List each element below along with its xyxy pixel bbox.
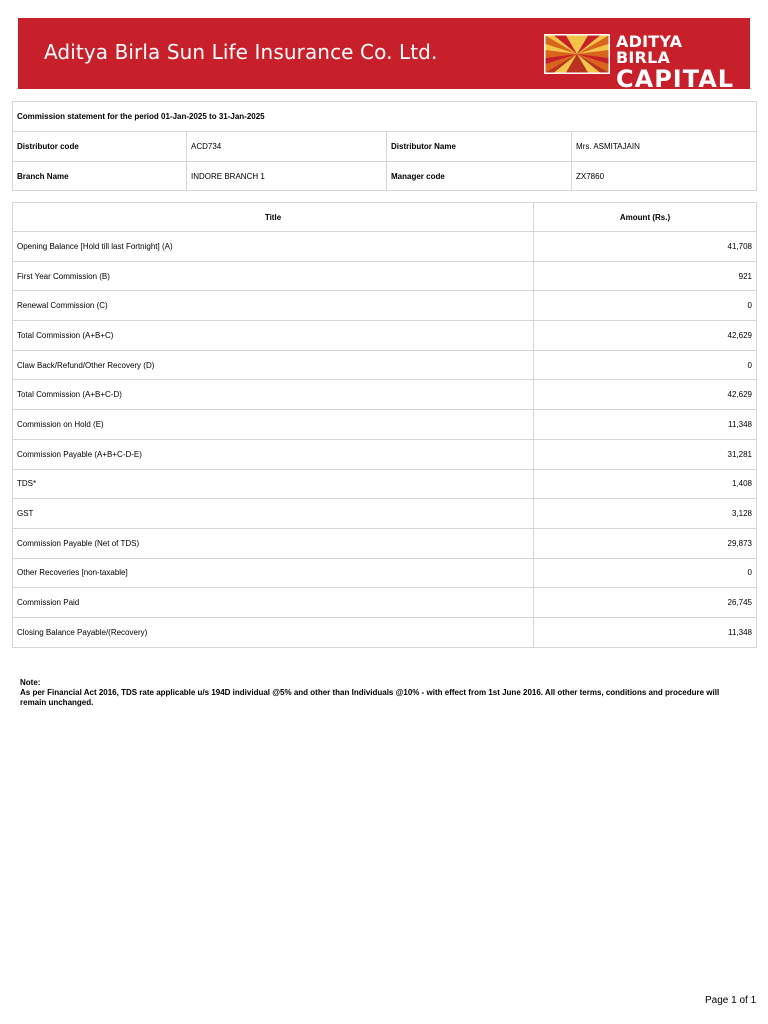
company-title: Aditya Birla Sun Life Insurance Co. Ltd. bbox=[44, 40, 438, 64]
manager-code-value: ZX7860 bbox=[572, 162, 757, 191]
row-amount: 42,629 bbox=[534, 380, 757, 410]
title-column-header: Title bbox=[13, 203, 534, 232]
branch-name-value: INDORE BRANCH 1 bbox=[187, 162, 387, 191]
row-title: TDS* bbox=[13, 469, 534, 499]
logo-line2: CAPITAL bbox=[616, 65, 735, 93]
row-title: First Year Commission (B) bbox=[13, 261, 534, 291]
row-amount: 11,348 bbox=[534, 410, 757, 440]
table-row bbox=[13, 261, 757, 291]
note-text: As per Financial Act 2016, TDS rate applicable u/s 194D individual @5% and other than Individuals @10% - with effect from 1st June 2016. All other terms, conditions and procedure will remain unchanged. bbox=[20, 688, 720, 707]
table-row bbox=[13, 469, 757, 499]
table-row bbox=[13, 588, 757, 618]
row-title: Commission Payable (A+B+C-D-E) bbox=[13, 439, 534, 469]
row-title: Claw Back/Refund/Other Recovery (D) bbox=[13, 350, 534, 380]
distributor-code-label: Distributor code bbox=[13, 132, 187, 162]
row-amount: 921 bbox=[534, 261, 757, 291]
note-heading: Note: bbox=[20, 678, 41, 687]
row-title: Renewal Commission (C) bbox=[13, 291, 534, 321]
note-section bbox=[20, 678, 740, 708]
table-row bbox=[13, 350, 757, 380]
manager-code-label: Manager code bbox=[387, 162, 572, 191]
logo-wordmark bbox=[616, 34, 734, 91]
table-row bbox=[13, 617, 757, 647]
company-logo bbox=[544, 32, 735, 93]
statement-period: Commission statement for the period 01-Jan-2025 to 31-Jan-2025 bbox=[13, 102, 757, 132]
sunburst-logo-icon bbox=[544, 34, 610, 74]
distributor-info-table bbox=[12, 101, 757, 191]
row-title: GST bbox=[13, 499, 534, 529]
distributor-name-value: Mrs. ASMITAJAIN bbox=[572, 132, 757, 162]
period-row bbox=[13, 102, 757, 132]
row-amount: 0 bbox=[534, 291, 757, 321]
table-row bbox=[13, 558, 757, 588]
row-amount: 0 bbox=[534, 558, 757, 588]
distributor-row bbox=[13, 132, 757, 162]
row-title: Opening Balance [Hold till last Fortnight] (A) bbox=[13, 232, 534, 262]
row-amount: 31,281 bbox=[534, 439, 757, 469]
row-amount: 1,408 bbox=[534, 469, 757, 499]
distributor-name-label: Distributor Name bbox=[387, 132, 572, 162]
row-amount: 29,873 bbox=[534, 528, 757, 558]
row-title: Commission on Hold (E) bbox=[13, 410, 534, 440]
logo-line1: ADITYA BIRLA bbox=[616, 32, 683, 67]
table-row bbox=[13, 499, 757, 529]
row-title: Total Commission (A+B+C) bbox=[13, 321, 534, 351]
table-row bbox=[13, 380, 757, 410]
row-amount: 11,348 bbox=[534, 617, 757, 647]
header-banner bbox=[18, 18, 750, 93]
row-title: Other Recoveries [non-taxable] bbox=[13, 558, 534, 588]
statement-body bbox=[13, 232, 757, 648]
row-amount: 26,745 bbox=[534, 588, 757, 618]
table-row bbox=[13, 528, 757, 558]
commission-statement-table bbox=[12, 202, 757, 648]
table-row bbox=[13, 291, 757, 321]
table-row bbox=[13, 232, 757, 262]
row-title: Closing Balance Payable/(Recovery) bbox=[13, 617, 534, 647]
table-row bbox=[13, 321, 757, 351]
table-row bbox=[13, 410, 757, 440]
row-amount: 42,629 bbox=[534, 321, 757, 351]
row-title: Total Commission (A+B+C-D) bbox=[13, 380, 534, 410]
branch-name-label: Branch Name bbox=[13, 162, 187, 191]
distributor-code-value: ACD734 bbox=[187, 132, 387, 162]
table-row bbox=[13, 439, 757, 469]
statement-header-row bbox=[13, 203, 757, 232]
row-title: Commission Paid bbox=[13, 588, 534, 618]
row-title: Commission Payable (Net of TDS) bbox=[13, 528, 534, 558]
row-amount: 3,128 bbox=[534, 499, 757, 529]
branch-row bbox=[13, 162, 757, 191]
amount-column-header: Amount (Rs.) bbox=[534, 203, 757, 232]
row-amount: 41,708 bbox=[534, 232, 757, 262]
page-number: Page 1 of 1 bbox=[705, 995, 757, 1006]
row-amount: 0 bbox=[534, 350, 757, 380]
